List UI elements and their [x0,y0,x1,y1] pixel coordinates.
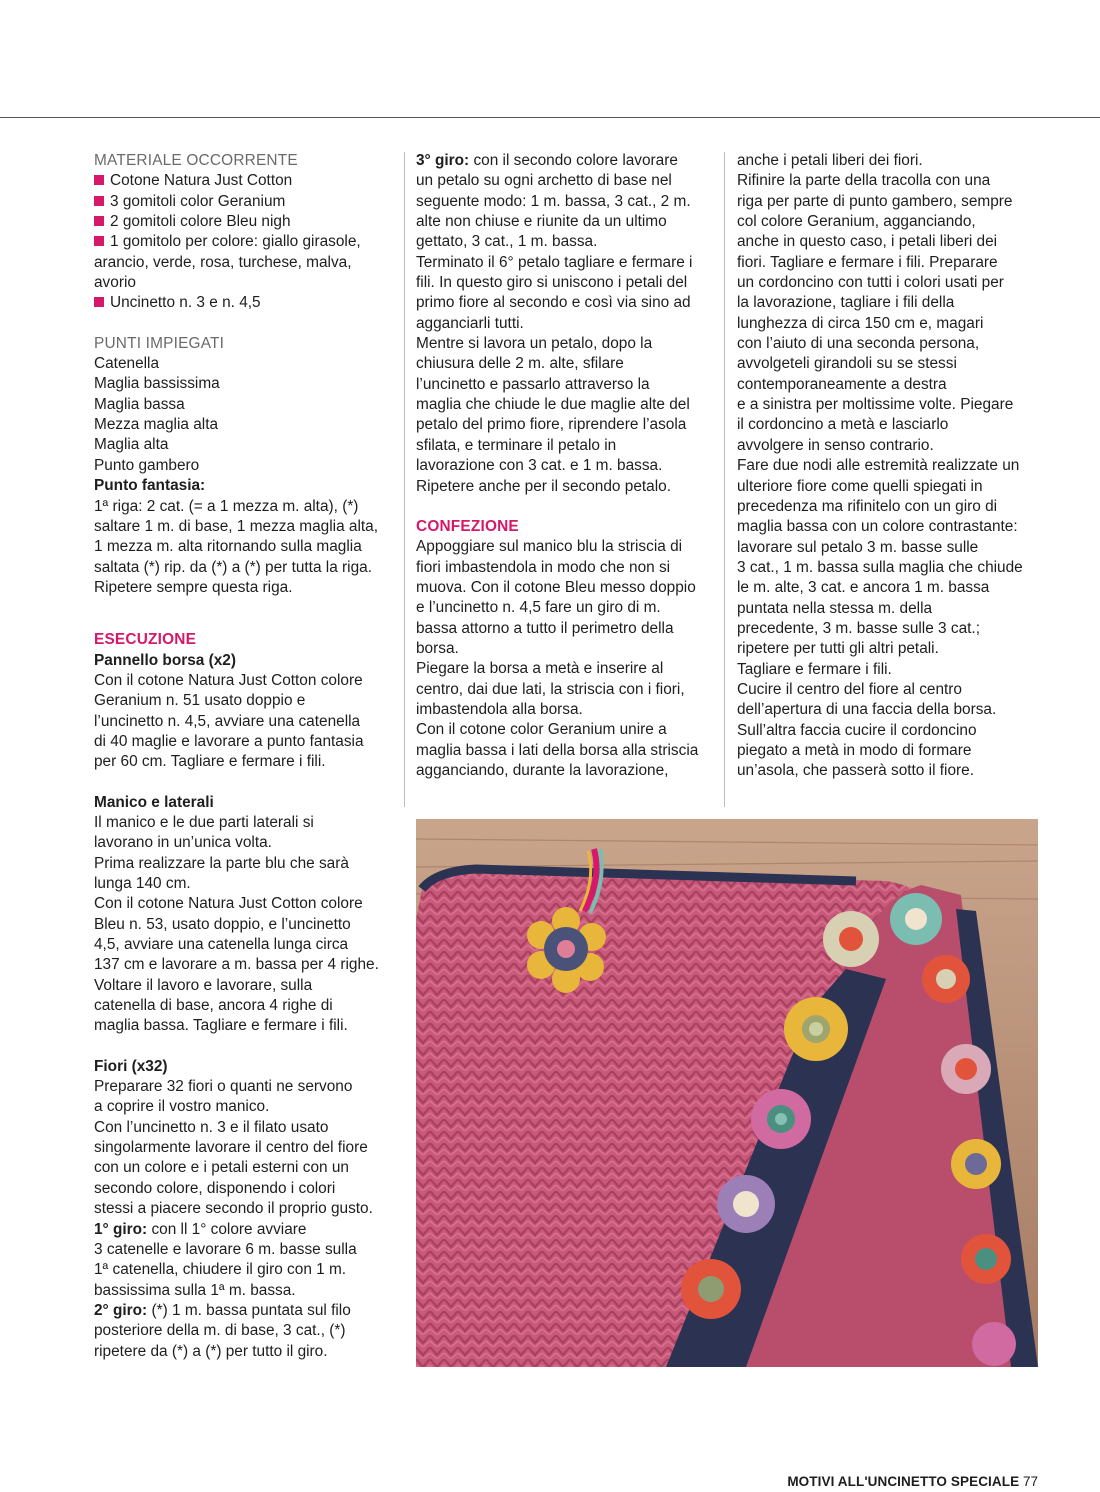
text-line: alte non chiuse e riunite da un ultimo [416,213,667,231]
text-line: primo fiore al secondo e così via sino ad [416,294,691,312]
execution-heading: ESECUZIONE [94,631,197,649]
page-number: 77 [1022,1474,1038,1489]
text-line: con l’aiuto di una seconda persona, [737,335,980,353]
text-line: Ripetere anche per il secondo petalo. [416,477,671,495]
text-line: 137 cm e lavorare a m. bassa per 4 righe. [94,956,379,974]
text-line: centro, dai due lati, la striscia con i fiori, [416,680,685,698]
header-rule [0,117,1100,118]
text-line: Con il cotone Natura Just Cotton colore [94,895,363,913]
text-line: gettato, 3 cat., 1 m. bassa. [416,233,598,251]
text-line: saltata (*) rip. da (*) a (*) per tutta la riga. [94,558,372,576]
text-line: il cordoncino a metà e lasciarlo [737,416,949,434]
text-line: di 40 maglie e lavorare a punto fantasia [94,732,364,750]
text-line: Terminato il 6° petalo tagliare e fermare i [416,253,693,271]
text-line: Fare due nodi alle estremità realizzate un [737,457,1020,475]
text-line: borsa. [416,639,459,657]
stitch-item: Maglia alta [94,436,169,454]
column-divider-2 [724,152,725,807]
material-item: Cotone Natura Just Cotton [94,171,394,191]
text-line: Sull’altra faccia cucire il cordoncino [737,721,977,739]
text-line: un petalo su ogni archetto di base nel [416,172,672,190]
assembly-heading: CONFEZIONE [416,517,519,535]
text-line: la lavorazione, tagliare i fili della [737,294,955,312]
text-line: lavorazione con 3 cat. e 1 m. bassa. [416,457,663,475]
column-1 [94,151,394,1362]
text-line: col colore Geranium, agganciando, [737,213,976,231]
stitches-heading: PUNTI IMPIEGATI [94,334,225,352]
material-item: Uncinetto n. 3 e n. 4,5 [94,293,394,313]
text-line: agganciarli tutti. [416,314,524,332]
text-line: Mentre si lavora un petalo, dopo la [416,335,653,353]
text-line: agganciando, durante la lavorazione, [416,761,669,779]
text-line: fili. In questo giro si uniscono i petali del [416,274,688,292]
text-line: Geranium n. 51 usato doppio e [94,692,306,710]
flowers-heading: Fiori (x32) [94,1057,168,1075]
text-line: e a sinistra per moltissime volte. Piegare [737,396,1014,414]
text-line: seguente modo: 1 m. bassa, 3 cat., 2 m. [416,192,691,210]
crochet-bag-illustration [416,819,1038,1367]
text-line: Con il cotone color Geranium unire a [416,721,667,739]
text-line: avvolgere in senso contrario. [737,436,934,454]
stitch-item: Maglia bassa [94,395,185,413]
bullet-square-icon [94,236,104,246]
text-line: contemporaneamente a destra [737,375,947,393]
text-line: Tagliare e fermare i fili. [737,660,892,678]
text-line: 3 cat., 1 m. bassa sulla maglia che chiude [737,558,1023,576]
text-line: un’asola, che passerà sotto il fiore. [737,762,974,780]
text-line: bassissima sulla 1ª m. bassa. [94,1281,296,1299]
text-line: e l’uncinetto n. 4,5 fare un giro di m. [416,599,661,617]
bullet-square-icon [94,175,104,185]
text-line: precedente, 3 m. basse sulle 3 cat.; [737,619,980,637]
text-line: ripetere da (*) a (*) per tutto il giro. [94,1342,328,1360]
text-line: Voltare il lavoro e lavorare, sulla [94,976,313,994]
text-line: dell’apertura di una faccia della borsa. [737,701,997,719]
materials-heading: MATERIALE OCCORRENTE [94,152,298,169]
text-line: riga per parte di punto gambero, sempre [737,192,1013,210]
text-line: Con il cotone Natura Just Cotton colore [94,671,363,689]
text-line: singolarmente lavorare il centro del fiore [94,1139,368,1157]
stitch-item: Punto gambero [94,456,200,474]
text-line: maglia bassa con un colore contrastante: [737,518,1018,536]
text-line: un cordoncino con tutti i colori usati per [737,274,1004,292]
text-line: anche i petali liberi dei fiori. [737,152,923,169]
text-line: con un colore e i petali esterni con un [94,1159,349,1177]
text-line: Prima realizzare la parte blu che sarà [94,854,349,872]
column-2 [416,151,716,781]
text-line: catenella di base, ancora 4 righe di [94,997,333,1015]
text-line: maglia che chiude le due maglie alte del [416,396,690,414]
material-item: 2 gomitoli colore Bleu nigh [94,212,394,232]
text-line: imbastendola alla borsa. [416,700,583,718]
fancy-stitch-heading: Punto fantasia: [94,477,206,495]
text-line: fiori imbastendola in modo che non si [416,558,671,576]
text-line: l’uncinetto n. 4,5, avviare una catenella [94,712,361,730]
text-line: 4,5, avviare una catenella lunga circa [94,936,349,954]
text-line: maglia bassa i lati della borsa alla striscia [416,741,699,759]
round-label: 2° giro: [94,1301,148,1319]
text-line: per 60 cm. Tagliare e fermare i fili. [94,753,326,771]
bullet-square-icon [94,216,104,226]
text-line: 1ª riga: 2 cat. (= a 1 mezza m. alta), (*) [94,497,359,515]
text-line: 1ª catenella, chiudere il giro con 1 m. [94,1261,347,1279]
crochet-bag-photo [416,819,1038,1367]
text-line: sfilata, e terminare il petalo in [416,436,617,454]
text-line: Ripetere sempre questa riga. [94,578,293,596]
round-label: 3° giro: [416,152,470,169]
text-line: 3° giro: con il secondo colore lavorare [416,152,678,169]
page-footer [700,1474,1038,1489]
text-line: lunga 140 cm. [94,875,191,892]
material-item-cont: avorio [94,274,136,292]
text-line: ulteriore fiore come quelli spiegati in [737,477,983,495]
text-line: puntata nella stessa m. della [737,599,933,617]
material-item: 3 gomitoli color Geranium [94,192,394,212]
text-line: Con l’uncinetto n. 3 e il filato usato [94,1118,329,1136]
text-line: fiori. Tagliare e fermare i fili. Preparare [737,253,998,271]
text-line: Cucire il centro del fiore al centro [737,680,962,698]
text-line: Rifinire la parte della tracolla con una [737,172,991,190]
text-line: stessi a piacere secondo il proprio gusto. [94,1200,373,1218]
text-line: 2° giro: (*) 1 m. bassa puntata sul filo [94,1301,351,1319]
bullet-square-icon [94,297,104,307]
text-line: 3 catenelle e lavorare 6 m. basse sulla [94,1240,357,1258]
text-line: piegato a metà in modo di formare [737,741,972,759]
material-item: 1 gomitolo per colore: giallo girasole, [94,232,394,252]
stitch-item: Mezza maglia alta [94,416,219,434]
text-line: bassa attorno a tutto il perimetro della [416,619,674,637]
text-line: chiusura delle 2 m. alte, sfilare [416,355,624,373]
text-line: petalo del primo fiore, riprendere l’asola [416,416,687,434]
bullet-square-icon [94,196,104,206]
text-line: Il manico e le due parti laterali si [94,813,314,831]
text-line: Piegare la borsa a metà e inserire al [416,660,664,678]
text-line: lavorare sul petalo 3 m. basse sulle [737,538,979,556]
text-line: a coprire il vostro manico. [94,1098,270,1116]
material-item-cont: arancio, verde, rosa, turchese, malva, [94,253,352,271]
round-label: 1° giro: [94,1220,148,1238]
text-line: l’uncinetto e passarlo attraverso la [416,375,650,393]
text-line: lavorano in un’unica volta. [94,834,272,852]
text-line: posteriore della m. di base, 3 cat., (*) [94,1322,346,1340]
text-line: secondo colore, disponendo i colori [94,1179,336,1197]
stitch-item: Catenella [94,355,160,373]
text-line: Preparare 32 fiori o quanti ne servono [94,1078,353,1096]
magazine-title: MOTIVI ALL'UNCINETTO SPECIALE [787,1474,1020,1489]
panel-heading: Pannello borsa (x2) [94,651,236,669]
stitch-item: Maglia bassissima [94,375,220,393]
column-divider-1 [404,152,405,807]
text-line: ripetere per tutti gli altri petali. [737,640,939,658]
text-line: precedenza ma rifinitelo con un giro di [737,497,998,515]
text-line: le m. alte, 3 cat. e ancora 1 m. bassa [737,579,990,597]
text-line: Bleu n. 53, usato doppio, e l’uncinetto [94,915,351,933]
text-line: maglia bassa. Tagliare e fermare i fili. [94,1017,348,1035]
column-3 [737,151,1057,782]
text-line: 1° giro: con ll 1° colore avviare [94,1220,307,1238]
text-line: saltare 1 m. di base, 1 mezza maglia alta, [94,517,379,535]
text-line: anche in questo caso, i petali liberi dei [737,233,998,251]
text-line: avvolgeteli girandoli su se stessi [737,355,957,373]
text-line: 1 mezza m. alta ritornando sulla maglia [94,538,362,556]
handle-heading: Manico e laterali [94,793,214,811]
text-line: lunghezza di circa 150 cm e, magari [737,314,984,332]
text-line: muova. Con il cotone Bleu messo doppio [416,578,696,596]
text-line: Appoggiare sul manico blu la striscia di [416,538,683,556]
